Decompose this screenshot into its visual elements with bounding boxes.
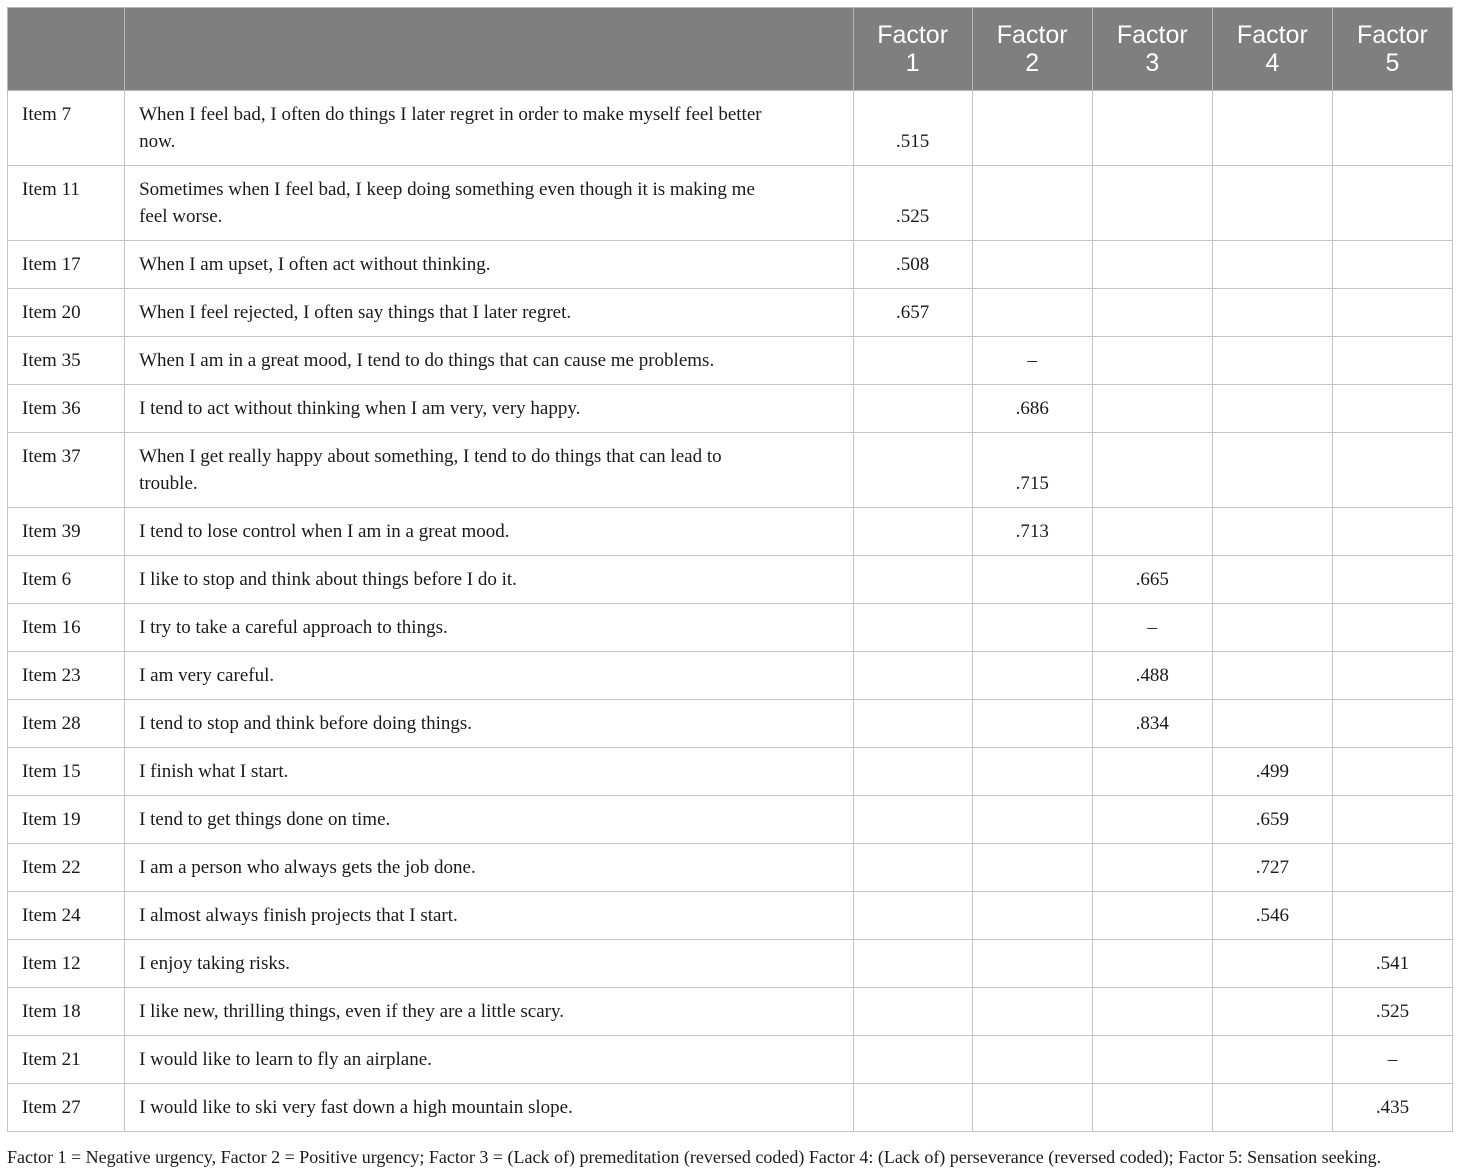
table-row (8, 844, 1453, 892)
table-row (8, 604, 1453, 652)
item-label-cell: Item 15 (8, 748, 125, 796)
item-statement-cell: When I feel rejected, I often say things that I later regret. (125, 289, 854, 337)
loading-cell-factor-5 (1332, 91, 1452, 166)
loading-cell-factor-3 (1092, 241, 1212, 289)
loading-cell-factor-3 (1092, 337, 1212, 385)
item-label-cell: Item 22 (8, 844, 125, 892)
loading-cell-factor-5 (1332, 652, 1452, 700)
loading-cell-factor-2 (972, 1084, 1092, 1132)
table-row (8, 988, 1453, 1036)
loading-cell-factor-5 (1332, 508, 1452, 556)
loading-cell-factor-4 (1212, 337, 1332, 385)
table-header-row (8, 8, 1453, 91)
loading-cell-factor-1 (853, 508, 972, 556)
loading-cell-factor-1: .515 (853, 91, 972, 166)
loading-cell-factor-1 (853, 1036, 972, 1084)
table-row (8, 796, 1453, 844)
loading-cell-factor-5 (1332, 385, 1452, 433)
loading-cell-factor-2: .686 (972, 385, 1092, 433)
loading-cell-factor-2 (972, 652, 1092, 700)
item-statement-cell: I tend to get things done on time. (125, 796, 854, 844)
loading-cell-factor-2 (972, 796, 1092, 844)
loading-cell-factor-3 (1092, 1084, 1212, 1132)
loading-cell-factor-5 (1332, 289, 1452, 337)
loadings-table-container (7, 7, 1453, 1132)
loading-cell-factor-5 (1332, 700, 1452, 748)
loading-cell-factor-5 (1332, 556, 1452, 604)
table-row (8, 940, 1453, 988)
table-row (8, 700, 1453, 748)
item-label-cell: Item 21 (8, 1036, 125, 1084)
item-label-cell: Item 19 (8, 796, 125, 844)
loading-cell-factor-2: – (972, 337, 1092, 385)
loading-cell-factor-1 (853, 844, 972, 892)
table-row (8, 748, 1453, 796)
loading-cell-factor-4 (1212, 241, 1332, 289)
loading-cell-factor-3 (1092, 940, 1212, 988)
item-statement-cell: I enjoy taking risks. (125, 940, 854, 988)
loading-cell-factor-4 (1212, 700, 1332, 748)
header-factor-2: Factor 2 (972, 8, 1092, 91)
loading-cell-factor-1: .657 (853, 289, 972, 337)
table-row (8, 1084, 1453, 1132)
item-label-cell: Item 23 (8, 652, 125, 700)
loading-cell-factor-3 (1092, 433, 1212, 508)
loading-cell-factor-3 (1092, 385, 1212, 433)
item-statement-cell: When I am in a great mood, I tend to do things that can cause me problems. (125, 337, 854, 385)
item-label-cell: Item 28 (8, 700, 125, 748)
table-row (8, 652, 1453, 700)
loading-cell-factor-5: – (1332, 1036, 1452, 1084)
loading-cell-factor-1 (853, 748, 972, 796)
table-row (8, 892, 1453, 940)
loading-cell-factor-3 (1092, 91, 1212, 166)
loading-cell-factor-2 (972, 940, 1092, 988)
loading-cell-factor-5 (1332, 166, 1452, 241)
loading-cell-factor-4: .499 (1212, 748, 1332, 796)
table-body (8, 91, 1453, 1132)
loading-cell-factor-5: .525 (1332, 988, 1452, 1036)
loading-cell-factor-5 (1332, 241, 1452, 289)
item-statement-cell: I am very careful. (125, 652, 854, 700)
item-statement-cell: I would like to ski very fast down a high mountain slope. (125, 1084, 854, 1132)
loading-cell-factor-3 (1092, 289, 1212, 337)
header-factor-5: Factor 5 (1332, 8, 1452, 91)
item-label-cell: Item 20 (8, 289, 125, 337)
table-row (8, 385, 1453, 433)
item-statement-cell: I would like to learn to fly an airplane. (125, 1036, 854, 1084)
loading-cell-factor-4: .727 (1212, 844, 1332, 892)
loading-cell-factor-5 (1332, 748, 1452, 796)
factor-loadings-table (7, 7, 1453, 1132)
item-statement-cell: I tend to stop and think before doing things. (125, 700, 854, 748)
loading-cell-factor-1: .525 (853, 166, 972, 241)
table-row (8, 556, 1453, 604)
loading-cell-factor-5 (1332, 337, 1452, 385)
table-row (8, 241, 1453, 289)
loading-cell-factor-2 (972, 988, 1092, 1036)
table-row (8, 1036, 1453, 1084)
loading-cell-factor-5: .435 (1332, 1084, 1452, 1132)
loading-cell-factor-3 (1092, 1036, 1212, 1084)
loading-cell-factor-2 (972, 91, 1092, 166)
loading-cell-factor-2 (972, 241, 1092, 289)
loading-cell-factor-2 (972, 892, 1092, 940)
item-statement-cell: I like to stop and think about things before I do it. (125, 556, 854, 604)
item-statement-cell: I try to take a careful approach to things. (125, 604, 854, 652)
loading-cell-factor-3 (1092, 844, 1212, 892)
loading-cell-factor-1 (853, 796, 972, 844)
loading-cell-factor-3: .834 (1092, 700, 1212, 748)
item-label-cell: Item 11 (8, 166, 125, 241)
loading-cell-factor-5 (1332, 892, 1452, 940)
loading-cell-factor-1 (853, 337, 972, 385)
loading-cell-factor-2 (972, 844, 1092, 892)
item-label-cell: Item 37 (8, 433, 125, 508)
loading-cell-factor-4 (1212, 1036, 1332, 1084)
item-label-cell: Item 17 (8, 241, 125, 289)
loading-cell-factor-2 (972, 556, 1092, 604)
loading-cell-factor-1 (853, 433, 972, 508)
item-statement-cell: I tend to act without thinking when I am very, very happy. (125, 385, 854, 433)
loading-cell-factor-4 (1212, 166, 1332, 241)
table-row (8, 166, 1453, 241)
item-statement-cell: When I get really happy about something, I tend to do things that can lead to trouble. (125, 433, 854, 508)
loading-cell-factor-4 (1212, 433, 1332, 508)
loading-cell-factor-4 (1212, 385, 1332, 433)
item-label-cell: Item 16 (8, 604, 125, 652)
item-statement-cell: Sometimes when I feel bad, I keep doing something even though it is making me feel worse. (125, 166, 854, 241)
item-statement-cell: I finish what I start. (125, 748, 854, 796)
loading-cell-factor-5 (1332, 604, 1452, 652)
loading-cell-factor-4: .546 (1212, 892, 1332, 940)
loading-cell-factor-3 (1092, 508, 1212, 556)
header-factor-1: Factor 1 (853, 8, 972, 91)
loading-cell-factor-2: .713 (972, 508, 1092, 556)
loading-cell-factor-2 (972, 748, 1092, 796)
loading-cell-factor-2 (972, 604, 1092, 652)
loading-cell-factor-4 (1212, 604, 1332, 652)
loading-cell-factor-1 (853, 940, 972, 988)
loading-cell-factor-1 (853, 604, 972, 652)
header-statement (125, 8, 854, 91)
table-footnote: Factor 1 = Negative urgency, Factor 2 = Positive urgency; Factor 3 = (Lack of) premeditation (reversed coded) Factor 4: (Lack of) perseverance (reversed coded); Factor 5: Sensation seeking. (7, 1147, 1382, 1167)
item-label-cell: Item 12 (8, 940, 125, 988)
loading-cell-factor-1 (853, 385, 972, 433)
header-factor-4: Factor 4 (1212, 8, 1332, 91)
table-row (8, 337, 1453, 385)
loading-cell-factor-3 (1092, 892, 1212, 940)
loading-cell-factor-3: – (1092, 604, 1212, 652)
loading-cell-factor-1 (853, 1084, 972, 1132)
loading-cell-factor-2 (972, 166, 1092, 241)
item-label-cell: Item 7 (8, 91, 125, 166)
loading-cell-factor-1 (853, 700, 972, 748)
loading-cell-factor-5: .541 (1332, 940, 1452, 988)
loading-cell-factor-4 (1212, 289, 1332, 337)
loading-cell-factor-4 (1212, 1084, 1332, 1132)
item-statement-cell: When I feel bad, I often do things I later regret in order to make myself feel better now. (125, 91, 854, 166)
loading-cell-factor-1 (853, 556, 972, 604)
loading-cell-factor-4 (1212, 91, 1332, 166)
table-row (8, 91, 1453, 166)
item-label-cell: Item 18 (8, 988, 125, 1036)
loading-cell-factor-4 (1212, 508, 1332, 556)
item-statement-cell: I like new, thrilling things, even if they are a little scary. (125, 988, 854, 1036)
loading-cell-factor-1 (853, 988, 972, 1036)
loading-cell-factor-4 (1212, 988, 1332, 1036)
item-label-cell: Item 24 (8, 892, 125, 940)
item-statement-cell: When I am upset, I often act without thinking. (125, 241, 854, 289)
item-statement-cell: I tend to lose control when I am in a great mood. (125, 508, 854, 556)
item-statement-cell: I am a person who always gets the job done. (125, 844, 854, 892)
loading-cell-factor-4 (1212, 940, 1332, 988)
loading-cell-factor-4 (1212, 652, 1332, 700)
loading-cell-factor-4 (1212, 556, 1332, 604)
loading-cell-factor-3: .665 (1092, 556, 1212, 604)
loading-cell-factor-1 (853, 652, 972, 700)
loading-cell-factor-3: .488 (1092, 652, 1212, 700)
header-item (8, 8, 125, 91)
loading-cell-factor-3 (1092, 166, 1212, 241)
item-label-cell: Item 6 (8, 556, 125, 604)
item-label-cell: Item 27 (8, 1084, 125, 1132)
table-row (8, 508, 1453, 556)
loading-cell-factor-1: .508 (853, 241, 972, 289)
table-row (8, 433, 1453, 508)
loading-cell-factor-3 (1092, 988, 1212, 1036)
loading-cell-factor-2 (972, 1036, 1092, 1084)
loading-cell-factor-2 (972, 700, 1092, 748)
table-row (8, 289, 1453, 337)
loading-cell-factor-5 (1332, 796, 1452, 844)
item-label-cell: Item 39 (8, 508, 125, 556)
loading-cell-factor-5 (1332, 433, 1452, 508)
header-factor-3: Factor 3 (1092, 8, 1212, 91)
item-label-cell: Item 35 (8, 337, 125, 385)
loading-cell-factor-5 (1332, 844, 1452, 892)
loading-cell-factor-2 (972, 289, 1092, 337)
item-label-cell: Item 36 (8, 385, 125, 433)
loading-cell-factor-4: .659 (1212, 796, 1332, 844)
loading-cell-factor-2: .715 (972, 433, 1092, 508)
loading-cell-factor-3 (1092, 796, 1212, 844)
item-statement-cell: I almost always finish projects that I start. (125, 892, 854, 940)
loading-cell-factor-1 (853, 892, 972, 940)
loading-cell-factor-3 (1092, 748, 1212, 796)
